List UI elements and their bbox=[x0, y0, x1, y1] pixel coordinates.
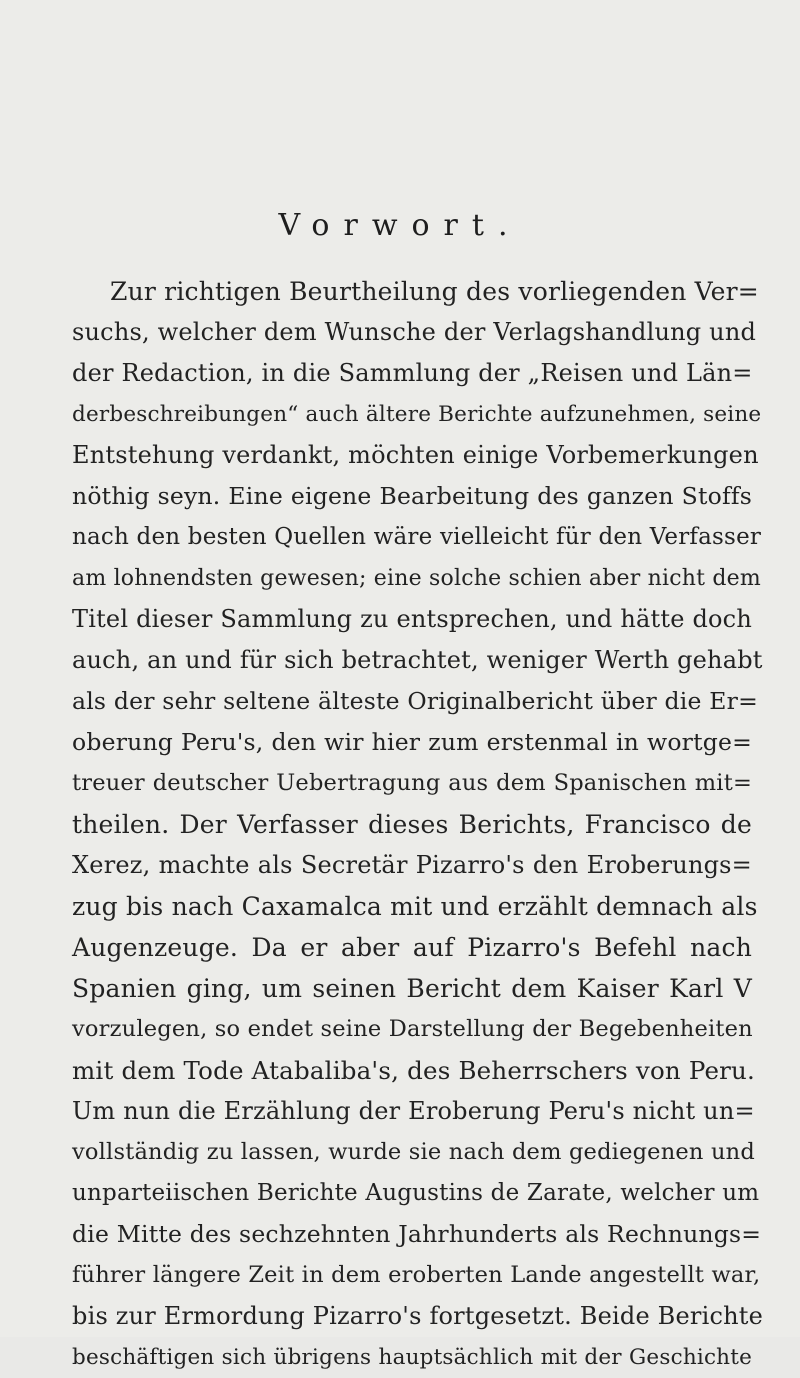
text-line: Spanien ging, um seinen Bericht dem Kaiser Karl V bbox=[72, 974, 752, 1003]
text-line: der Redaction, in die Sammlung der „Reisen und Län= bbox=[72, 359, 753, 387]
text-line: beschäftigen sich übrigens hauptsächlich mit der Geschichte bbox=[72, 1345, 752, 1370]
text-line: Um nun die Erzählung der Eroberung Peru's nicht un= bbox=[72, 1097, 755, 1125]
text-line: suchs, welcher dem Wunsche der Verlagshandlung und bbox=[72, 318, 757, 346]
text-line: vorzulegen, so endet seine Darstellung der Begebenheiten bbox=[72, 1016, 753, 1042]
text-line: nöthig seyn. Eine eigene Bearbeitung des ganzen Stoffs bbox=[72, 482, 752, 510]
text-line: auch, an und für sich betrachtet, weniger Werth gehabt bbox=[72, 646, 763, 674]
text-line: bis zur Ermordung Pizarro's fortgesetzt. Beide Berichte bbox=[72, 1302, 764, 1330]
text-line: Zur richtigen Beurtheilung des vorliegenden Ver= bbox=[110, 277, 759, 306]
text-line: nach den besten Quellen wäre vielleicht für den Verfasser bbox=[72, 524, 762, 550]
text-line: vollständig zu lassen, wurde sie nach dem gediegenen und bbox=[72, 1139, 755, 1165]
text-line: als der sehr seltene älteste Originalbericht über die Er= bbox=[72, 687, 758, 715]
text-line: Augenzeuge. Da er aber auf Pizarro's Befehl nach bbox=[72, 933, 752, 962]
text-line: treuer deutscher Uebertragung aus dem Spanischen mit= bbox=[72, 770, 752, 796]
body-text bbox=[72, 271, 764, 1378]
text-line: mit dem Tode Atabaliba's, des Beherrschers von Peru. bbox=[72, 1056, 756, 1085]
text-line: oberung Peru's, den wir hier zum erstenmal in wortge= bbox=[72, 728, 752, 756]
text-line: zug bis nach Caxamalca mit und erzählt demnach als bbox=[72, 892, 758, 921]
text-line: Xerez, machte als Secretär Pizarro's den Eroberungs= bbox=[72, 851, 752, 879]
text-line: die Mitte des sechzehnten Jahrhunderts als Rechnungs= bbox=[72, 1220, 762, 1248]
text-line: theilen. Der Verfasser dieses Berichts, Francisco de bbox=[72, 810, 752, 839]
text-line: Titel dieser Sammlung zu entsprechen, und hätte doch bbox=[72, 605, 752, 633]
text-line: derbeschreibungen“ auch ältere Berichte aufzunehmen, seine bbox=[72, 402, 762, 427]
text-line: führer längere Zeit in dem eroberten Lande angestellt war, bbox=[72, 1262, 761, 1288]
text-line: unparteiischen Berichte Augustins de Zarate, welcher um bbox=[72, 1180, 760, 1206]
page-title: Vorwort. bbox=[278, 208, 522, 243]
text-line: am lohnendsten gewesen; eine solche schien aber nicht dem bbox=[72, 566, 761, 591]
text-line: Entstehung verdankt, möchten einige Vorbemerkungen bbox=[72, 441, 759, 469]
